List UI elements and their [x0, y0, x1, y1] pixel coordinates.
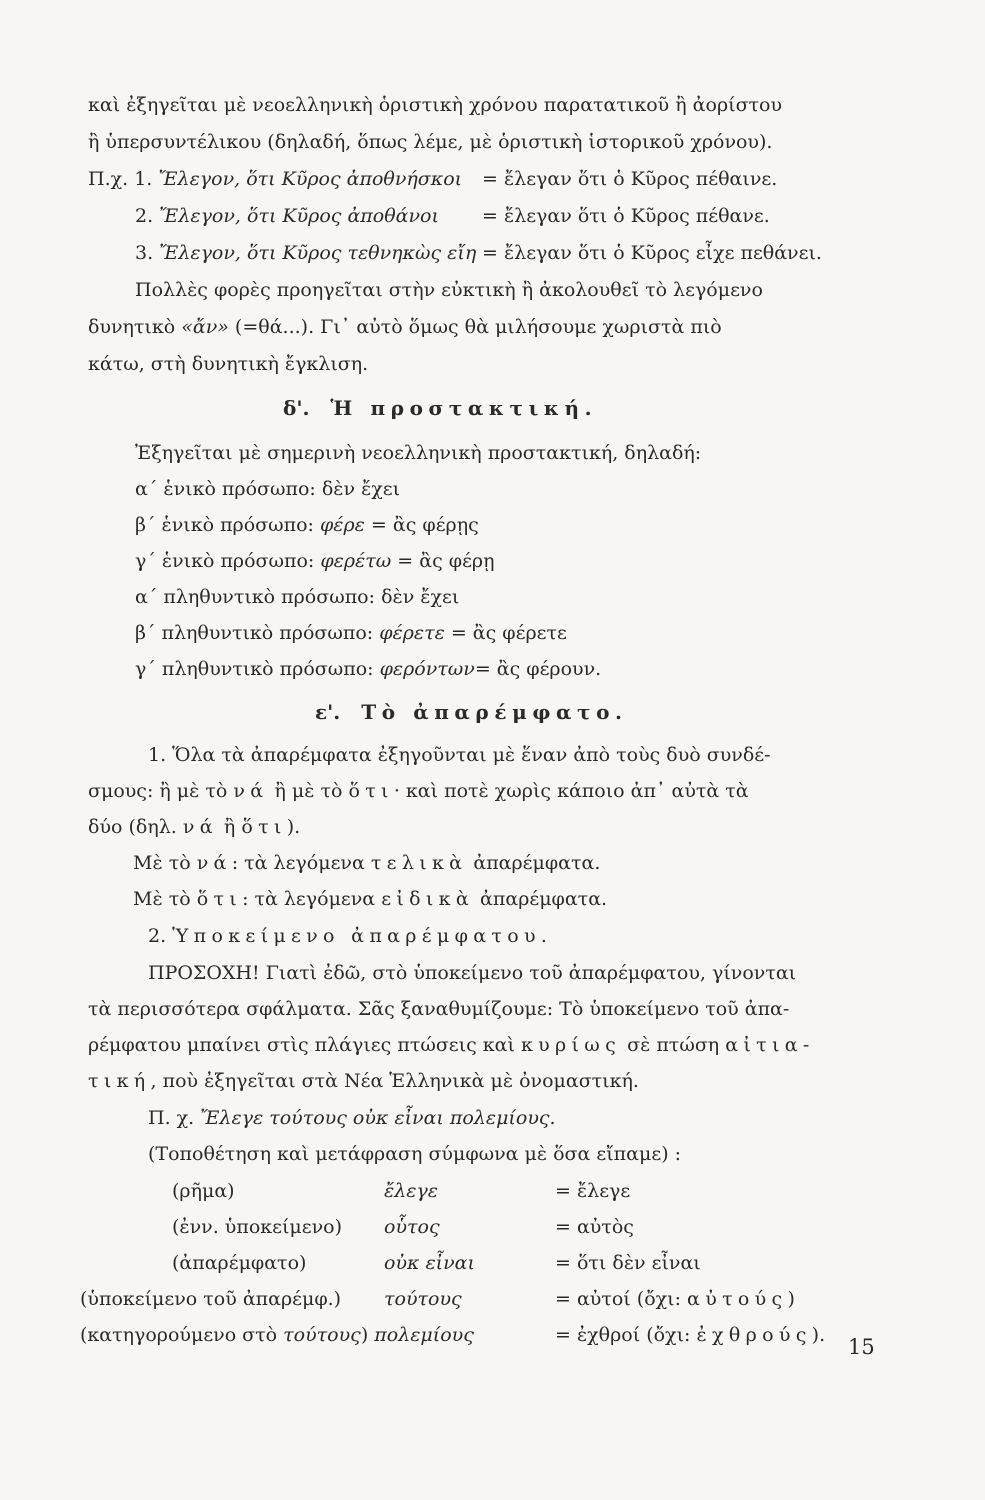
list-item: β΄ ἑνικὸ πρόσωπο: φέρε = ἂς φέρῃς	[135, 514, 479, 536]
section-title: Ἡ προστακτική.	[330, 396, 598, 420]
table-term: τούτους	[384, 1288, 462, 1310]
text-line: Μὲ τὸ ὅτι: τὰ λεγόμενα εἰδικὰ ἀπαρέμφατα.	[133, 888, 608, 910]
section-heading	[283, 396, 597, 420]
translation: = ἔλεγαν ὅτι ὁ Κῦρος εἶχε πεθάνει.	[482, 242, 822, 264]
text-line: (Τοποθέτηση καὶ μετάφραση σύμφωνα μὲ ὅσα εἴπαμε) :	[148, 1143, 682, 1165]
table-term: οὗτος	[384, 1216, 440, 1238]
text-line: τὰ περισσότερα σφάλματα. Σᾶς ξαναθυμίζουμε: Τὸ ὑποκείμενο τοῦ ἀπα-	[88, 998, 790, 1020]
translation: = ἔλεγαν ὅτι ὁ Κῦρος πέθανε.	[482, 205, 770, 227]
text-line: τική, ποὺ ἐξηγεῖται στὰ Νέα Ἑλληνικὰ μὲ ὀνομαστική.	[88, 1070, 639, 1092]
text-line: Ἐξηγεῖται μὲ σημερινὴ νεοελληνικὴ προστακτική, δηλαδή:	[135, 442, 702, 464]
table-label: (ἀπαρέμφατο)	[172, 1252, 307, 1274]
text-line: καὶ ἐξηγεῖται μὲ νεοελληνικὴ ὁριστικὴ χρόνου παρατατικοῦ ἢ ἀορίστου	[88, 94, 783, 116]
table-label: (ὑποκείμενο τοῦ ἀπαρέμφ.)	[80, 1288, 342, 1310]
text-line: Πολλὲς φορὲς προηγεῖται στὴν εὐκτικὴ ἢ ἀκολουθεῖ τὸ λεγόμενο	[135, 279, 763, 301]
table-translation: = αὐτὸς	[555, 1216, 634, 1238]
text-line: ΠΡΟΣΟΧΗ! Γιατὶ ἐδῶ, στὸ ὑποκείμενο τοῦ ἀπαρέμφατου, γίνονται	[148, 962, 797, 984]
list-item: α΄ πληθυντικὸ πρόσωπο: δὲν ἔχει	[135, 586, 460, 608]
table-label: (κατηγορούμενο στὸ τούτους) πολεμίους	[80, 1324, 474, 1346]
text-line: ἢ ὑπερσυντέλικου (δηλαδή, ὅπως λέμε, μὲ ὁριστικὴ ἱστορικοῦ χρόνου).	[88, 131, 773, 153]
text-line: σμους: ἢ μὲ τὸ νά ἢ μὲ τὸ ὅτι· καὶ ποτὲ χωρὶς κάποιο ἀπ᾿ αὐτὰ τὰ	[88, 780, 749, 802]
list-item: γ΄ πληθυντικὸ πρόσωπο: φερόντων= ἂς φέρουν.	[135, 658, 602, 680]
example-line	[135, 241, 476, 265]
example-line: Π. χ. Ἔλεγε τούτους οὐκ εἶναι πολεμίους.	[148, 1107, 556, 1129]
example-line	[88, 167, 462, 191]
text-line: ρέμφατου μπαίνει στὶς πλάγιες πτώσεις καὶ κυρίως σὲ πτώση αἰτια-	[88, 1034, 815, 1056]
example-number: 2.	[135, 205, 160, 227]
table-translation: = ἔλεγε	[555, 1180, 631, 1202]
table-translation: = ἐχθροί (ὄχι: ἐχθρούς).	[555, 1324, 826, 1346]
section-heading	[315, 700, 628, 724]
table-translation: = ὅτι δὲν εἶναι	[555, 1252, 701, 1274]
text-line: δυνητικὸ «ἄν» (=θά...). Γι᾿ αὐτὸ ὅμως θὰ μιλήσουμε χωριστὰ πιὸ	[88, 316, 722, 338]
emphasis: «ἄν»	[181, 316, 229, 338]
example-line	[135, 204, 439, 228]
list-item: γ΄ ἑνικὸ πρόσωπο: φερέτω = ἂς φέρῃ	[135, 550, 495, 572]
section-title: Τὸ ἀπαρέμφατο.	[361, 700, 628, 724]
table-translation: = αὐτοί (ὄχι: αὐτούς)	[555, 1288, 795, 1310]
page-number: 15	[848, 1335, 875, 1359]
ancient-phrase: Ἔλεγον, ὅτι Κῦρος ἀποθάνοι	[159, 205, 439, 227]
list-item: α΄ ἑνικὸ πρόσωπο: δὲν ἔχει	[135, 478, 401, 500]
table-term: οὐκ εἶναι	[384, 1252, 475, 1274]
text-line: δύο (δηλ. νά ἢ ὅτι).	[88, 816, 301, 838]
ancient-phrase: Ἔλεγον, ὅτι Κῦρος ἀποθνήσκοι	[158, 168, 463, 190]
table-label: (ρῆμα)	[172, 1180, 235, 1202]
table-label: (ἐνν. ὑποκείμενο)	[172, 1216, 343, 1238]
subsection-heading: 2. Ὑποκείμενο ἀπαρέμφατου.	[148, 925, 553, 947]
section-number: δ'.	[283, 396, 310, 420]
text-line: Μὲ τὸ νά: τὰ λεγόμενα τελικὰ ἀπαρέμφατα.	[133, 852, 601, 874]
section-number: ε'.	[315, 700, 341, 724]
list-item: β΄ πληθυντικὸ πρόσωπο: φέρετε = ἂς φέρετε	[135, 622, 567, 644]
translation: = ἔλεγαν ὅτι ὁ Κῦρος πέθαινε.	[482, 168, 778, 190]
text-line: κάτω, στὴ δυνητικὴ ἔγκλιση.	[88, 353, 369, 375]
ancient-phrase: Ἔλεγον, ὅτι Κῦρος τεθνηκὼς εἴη	[159, 242, 477, 264]
text-line: 1. Ὅλα τὰ ἀπαρέμφατα ἐξηγοῦνται μὲ ἕναν ἀπὸ τοὺς δυὸ συνδέ-	[148, 744, 771, 766]
example-number: 3.	[135, 242, 160, 264]
table-term: ἔλεγε	[384, 1180, 438, 1202]
example-number: Π.χ. 1.	[88, 168, 159, 190]
